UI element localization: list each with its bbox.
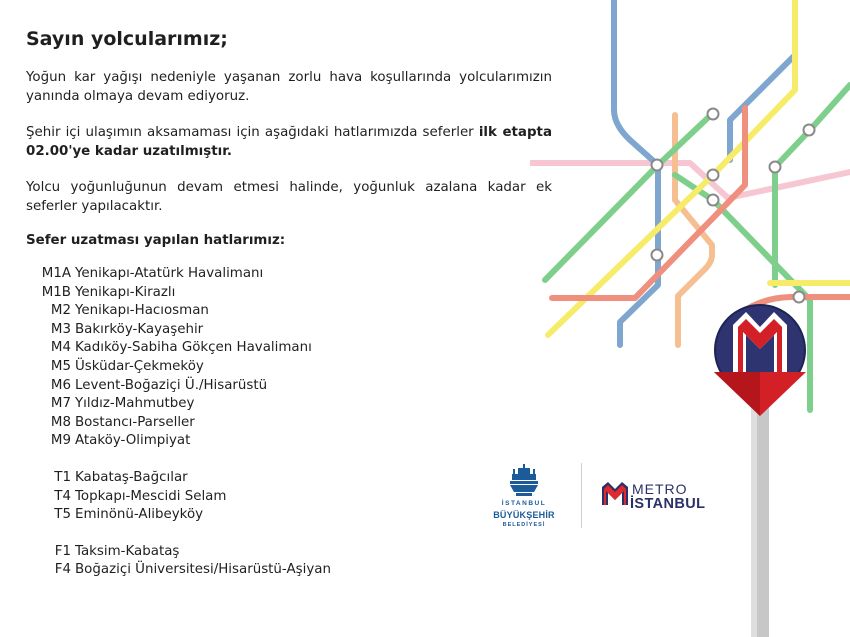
line-code: M6 xyxy=(50,377,71,393)
map-station xyxy=(708,195,719,206)
map-line-pink xyxy=(530,163,850,198)
map-station xyxy=(770,162,781,173)
line-code: M1B xyxy=(41,284,71,300)
line-name: Bakırköy-Kayaşehir xyxy=(75,321,204,337)
line-code: M9 xyxy=(50,433,71,449)
intro-paragraph: Yoğun kar yağışı nedeniyle yaşanan zorlu hava koşullarında yolcularımızın yanında olmaya devam ediyoruz. xyxy=(26,70,552,104)
line-name: Bostancı-Parseller xyxy=(75,414,195,430)
line-code: M3 xyxy=(50,321,71,337)
line-code: M5 xyxy=(50,358,71,374)
line-name: Yenikapı-Atatürk Havalimanı xyxy=(75,266,264,281)
announcement-title: Sayın yolcularımız; xyxy=(26,28,228,50)
metro-map-illustration xyxy=(530,0,850,637)
line-name: Yenikapı-Kirazlı xyxy=(75,284,176,300)
line-code: T5 xyxy=(54,507,71,523)
line-code: M4 xyxy=(50,340,71,356)
line-code: M2 xyxy=(50,303,71,319)
map-station xyxy=(652,250,663,261)
map-line-orange xyxy=(675,115,712,345)
line-name: Kadıköy-Sabiha Gökçen Havalimanı xyxy=(75,340,312,356)
map-station xyxy=(708,109,719,120)
map-line-blue-right xyxy=(730,0,795,160)
line-code: F4 xyxy=(54,562,71,578)
extension-text: Şehir içi ulaşımın aksamaması için aşağıdaki hatlarımızda seferler xyxy=(26,125,479,140)
line-item xyxy=(26,488,331,507)
line-item xyxy=(26,506,331,525)
line-item xyxy=(26,561,331,580)
line-code: F1 xyxy=(54,543,71,559)
line-item xyxy=(26,414,331,433)
ibb-wordmark-line2: BÜYÜKŞEHİR xyxy=(493,510,555,520)
extended-lines-list xyxy=(26,265,331,580)
line-name: Yenikapı-Hacıosman xyxy=(75,303,209,319)
extra-service-paragraph: Yolcu yoğunluğunun devam etmesi halinde, yoğunluk azalana kadar ek seferler yapılacaktır. xyxy=(26,180,552,214)
line-name: Topkapı-Mescidi Selam xyxy=(75,488,227,504)
extension-deadline: ilk etapta 02.00'ye kadar uzatılmıştır. xyxy=(26,125,552,159)
line-code: M8 xyxy=(50,414,71,430)
ibb-wordmark-line1: İSTANBUL xyxy=(501,500,547,507)
line-name: Üsküdar-Çekmeköy xyxy=(75,358,204,374)
line-item xyxy=(26,377,331,396)
line-code: T4 xyxy=(54,488,71,504)
line-code: T1 xyxy=(54,469,71,485)
ibb-wordmark-line3: BELEDİYESİ xyxy=(502,522,546,528)
map-station xyxy=(652,160,663,171)
line-name: Yıldız-Mahmutbey xyxy=(75,396,195,412)
metro-wordmark-bottom: İSTANBUL xyxy=(630,496,706,512)
map-station xyxy=(708,170,719,181)
logo-divider xyxy=(581,463,582,528)
lines-heading: Sefer uzatması yapılan hatlarımız: xyxy=(26,233,286,248)
map-line-yellow xyxy=(548,0,795,335)
map-station xyxy=(794,292,805,303)
line-name: Ataköy-Olimpiyat xyxy=(75,433,191,449)
line-name: Taksim-Kabataş xyxy=(75,543,180,559)
line-item xyxy=(26,302,331,321)
metro-istanbul-logo-icon xyxy=(601,481,629,507)
line-item xyxy=(26,432,331,451)
line-code: M1A xyxy=(41,266,71,281)
line-item xyxy=(26,339,331,358)
line-name: Levent-Boğaziçi Ü./Hisarüstü xyxy=(75,377,268,393)
line-item xyxy=(26,543,331,562)
metro-sign-icon xyxy=(714,305,806,637)
line-name: Eminönü-Alibeyköy xyxy=(75,507,204,523)
metro-wordmark-top: METRO xyxy=(632,481,688,497)
line-name: Kabataş-Bağcılar xyxy=(75,469,188,485)
line-code: M7 xyxy=(50,396,71,412)
line-item xyxy=(26,284,331,303)
line-item xyxy=(26,265,331,284)
line-item xyxy=(26,321,331,340)
line-item xyxy=(26,395,331,414)
line-item xyxy=(26,358,331,377)
extension-paragraph xyxy=(26,123,552,161)
line-name: Boğaziçi Üniversitesi/Hisarüstü-Aşiyan xyxy=(75,562,331,578)
map-station xyxy=(804,125,815,136)
line-item xyxy=(26,469,331,488)
